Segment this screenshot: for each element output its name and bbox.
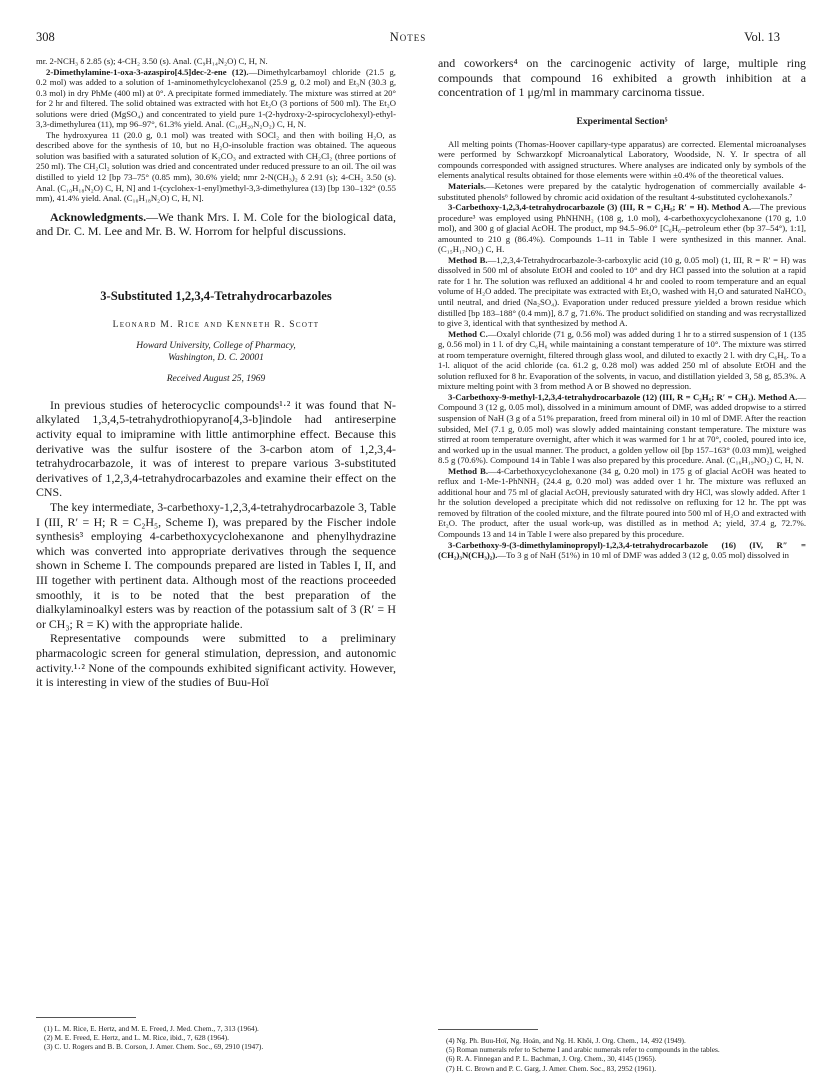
footnote-rule — [36, 1017, 136, 1018]
paragraph — [438, 392, 806, 466]
compound-heading: 3-Carbethoxy-1,2,3,4-tetrahydrocarbazole (3) (III, R = C₂H₅; R′ = H). Method A. — [448, 202, 752, 213]
paragraph — [438, 329, 806, 392]
paragraph — [438, 202, 806, 255]
compound-heading: 3-Carbethoxy-9-methyl-1,2,3,4-tetrahydrocarbazole (12) (III, R = C₂H₅; R′ = CH₃). Method A. — [448, 391, 798, 402]
running-head: Notes — [389, 30, 427, 44]
paragraph-text: —The previous procedure³ was employed using PhNHNH₂ (108 g, 1.0 mol), 4-carbethoxycyclohexanone (170 g, 1.0 mol), and 300 g of glacial AcOH. The product, mp 94.5–96.0° [C₆H₆–petroleum ether (bp 37–54°), 1:1], amounted to 210 g (86.4%). Compounds 1–11 in Table I were synthesized in this manner. Anal. (C₁₅H₁₇NO₂) C, H. — [438, 202, 806, 255]
footnote: (2) M. E. Freed, E. Hertz, and L. M. Rice, ibid., 7, 628 (1964). — [44, 1033, 229, 1043]
paragraph: The hydroxyurea 11 (20.0 g, 0.1 mol) was treated with SOCl₂ and then with boiling H₂O, as described above for the synthesis of 10, but no H₂O-insoluble fraction was obtained. The aqueous solution was basified with a saturated solution of K₂CO₃ and extracted with CH₂Cl₂ (three portions of 250 ml). The CH₂Cl₂ solution was dried and concentrated under reduced pressure to an oil. The oil was distilled to yield 12 [bp 73–75° (0.85 mm), 30.6% yield; nmr 2-N(CH₃)₂ δ 2.91 (s); 4-CH₂ 3.50 (s). Anal. (C₁₀H₁₈N₂O) C, H, N] and 1-(cyclohex-1-enyl)methyl-3,3-dimethylurea (13) [bp 130–132° (0.55 mm), 41.4% yield. Anal. (C₁₀H₁₈N₂O) C, H, N]. — [36, 129, 396, 204]
paragraph-text: —1,2,3,4-Tetrahydrocarbazole-3-carboxylic acid (10 g, 0.05 mol) (1, III, R = R′ = H) was dissolved in 500 ml of absolute EtOH and cooled to 10° and dry HCl passed into the solution at a rapid rate for 1 hr. The solution was refluxed an additional 4 hr and cooled to room temperature and an equal volume of H₂O added. The precipitate was extracted with Et₂O, washed with H₂O and saturated NaHCO₃ until neutral, and dried (Na₂SO₄). Evaporation under reduced pressure yielded a brown residue which distilled [bp 183–188° (0.4 mm)], 8.7 g, 71.6%. The product solidified on standing and was recrystallized to give 3, identical with that synthesized by method A. — [438, 254, 806, 329]
paragraph — [438, 255, 806, 329]
footnote: (6) R. A. Finnegan and P. L. Bachman, J. Org. Chem., 30, 4145 (1965). — [446, 1054, 657, 1064]
page-number: 308 — [36, 30, 55, 44]
paragraph — [438, 181, 806, 202]
acknowledgments — [36, 210, 396, 239]
right-footnotes — [438, 1015, 806, 1073]
article-title: 3-Substituted 1,2,3,4-Tetrahydrocarbazoles — [100, 288, 332, 303]
paragraph: mr. 2-NCH₃ δ 2.85 (s); 4-CH₂ 3.50 (s). Anal. (C₉H₁₄N₂O) C, H, N. — [36, 56, 268, 66]
footnote: (5) Roman numerals refer to Scheme I and arabic numerals refer to compounds in the tables. — [446, 1045, 720, 1055]
left-column — [36, 56, 396, 690]
footnote: (7) H. C. Brown and P. C. Garg, J. Amer. Chem. Soc., 83, 2952 (1961). — [446, 1063, 657, 1073]
method-heading: Method B. — [448, 465, 489, 476]
volume-label: Vol. 13 — [744, 30, 780, 44]
compound-heading: 2-Dimethylamine-1-oxa-3-azaspiro[4.5]dec-2-ene (12). — [46, 66, 249, 77]
paragraph — [438, 466, 806, 540]
paragraph-text: —Ketones were prepared by the catalytic hydrogenation of commercially available 4-substituted phenols⁶ followed by chromic acid oxidation of the resultant 4-substituted cyclohexanols.⁷ — [438, 180, 806, 202]
paragraph-text: —4-Carbethoxycyclohexanone (34 g, 0.20 mol) in 175 g of glacial AcOH was heated to reflux and 1-Me-1-PhNNH₂ (24.4 g, 0.20 mol) was added over 1 hr. The mixture was refluxed an additional hour and 75 ml of glacial AcOH, previously saturated with dry HCl, was slowly added. After 1 hr the solution developed a precipitate which did not redissolve on refluxing for 12 hr. The ppt was removed by filtration of the cooled mixture, and the filtrate poured into 500 ml of H₂O and extracted with Et₂O. The product, after the usual work-up, was distilled as in method A; yield, 37.4 g, 72.7%. Compounds 13 and 14 in Table I were also prepared by this procedure. — [438, 465, 807, 540]
right-column — [438, 56, 806, 561]
paragraph — [36, 67, 396, 130]
footnote: (4) Ng. Ph. Buu-Hoï, Ng. Hoán, and Ng. H. Khôi, J. Org. Chem., 14, 492 (1949). — [446, 1036, 686, 1045]
paragraph-text: —Compound 3 (12 g, 0.05 mol), dissolved in a minimum amount of DMF, was added dropwise to a stirred suspension of NaH (3 g of a 51% preparation, freed from mineral oil) in 10 ml of DMF. After the reaction subsided, MeI (7.1 g, 0.05 mol) was slowly added maintaining constant temperature. The mixture was stirred at room temperature overnight, after which it was warmed for 1 hr at 70°, cooled, poured into ice, and worked up in the usual manner. The product, a golden yellow oil [bp 157–163° (0.03 mm)], weighed 8.5 g (70.6%). Compound 14 in Table I was also prepared by this procedure. Anal. (C₁₆H₁₉NO₂) C, H, N. — [438, 391, 806, 466]
materials-heading: Materials. — [448, 180, 486, 191]
body-paragraph: In previous studies of heterocyclic compounds¹·² it was found that N-alkylated 1,3,4,5-tetrahydrothiopyrano[4,3-b]indole had antireserpine activity equal to imipramine with little antimorphine effect. Because this derivative was the sulfur isostere of the 3-carbon atom of 1,2,3,4-tetrahydrocarbazole, it was of interest to prepare various 3-substituted derivatives of 1,2,3,4-tetrahydrocarbazoles and examine their effect on the CNS. — [36, 397, 396, 500]
body-paragraph: The key intermediate, 3-carbethoxy-1,2,3,4-tetrahydrocarbazole 3, Table I (III, R′ = H; R = C₂H₅, Scheme I), was prepared by the Fischer indole synthesis³ employing 4-carbethoxycyclohexanone and phenylhydrazine which was converted into appropriate derivatives through the sequence shown in Scheme I. The compounds prepared are listed in Tables I, II, and III together with pertinent data. Although most of the reactions proceeded smoothly, it is to be noted that the best preparation of the dialkylaminoalkyl esters was by reaction of the potassium salt of 3 (R′ = H or CH₃; R = K) with the appropriate halide. — [36, 500, 396, 631]
compound-heading: 3-Carbethoxy-9-(3-dimethylaminopropyl)-1,2,3,4-tetrahydrocarbazole (16) (IV, R″ = (CH₂)₃N(CH₃)₂). — [438, 539, 806, 561]
paragraph-text: —Dimethylcarbamoyl chloride (21.5 g, 0.2 mol) was added to a solution of 1-aminomethylcyclohexanol (25.9 g, 0.2 mol) and Et₃N (30.3 g, 0.3 mol) in dry PhMe (400 ml) at 0°. A precipitate formed immediately. The mixture was stirred at 20° for 2 hr and filtered. The solid obtained was extracted with hot Et₂O (3 portions of 500 ml). The Et₂O solutions were dried (MgSO₄) and concentrated to yield pure 1-(2-hydroxy-2-spirocyclohexyl)-ethyl-3,3-dimethylurea (11), mp 96–97°, 61.3% yield. Anal. (C₁₀H₂₀N₂O₂) C, H, N. — [36, 66, 396, 130]
method-heading: Method B. — [448, 254, 488, 265]
ack-heading: Acknowledgments. — [50, 209, 147, 224]
authors: Leonard M. Rice and Kenneth R. Scott — [112, 319, 320, 330]
paragraph-text: —Oxalyl chloride (71 g, 0.56 mol) was added during 1 hr to a stirred suspension of 1 (135 g, 0.56 mol) in 1 l. of dry C₆H₆ while maintaining a constant temperature of 10°. The mixture was stirred at room temperature overnight, filtered through glass wool, and diluted to exactly 2 l. with dry C₆H₆. To a 1-l. aliquot of the acid chloride (ca. 61.2 g, 0.28 mol) was added 250 ml of absolute EtOH and the solution refluxed for 8 hr. Evaporation of the solvents, in vacuo, and distillation yielded 3, 58 g, 85.3%. A mixture melting point with 3 from method A or B showed no depression. — [438, 328, 807, 392]
paragraph-text: —To 3 g of NaH (51%) in 10 ml of DMF was added 3 (12 g, 0.05 mol) dissolved in — [497, 550, 790, 561]
affiliation-city: Washington, D. C. 20001 — [168, 352, 264, 363]
footnote: (1) L. M. Rice, E. Hertz, and M. E. Freed, J. Med. Chem., 7, 313 (1964). — [44, 1024, 259, 1033]
paragraph — [438, 540, 806, 561]
footnote: (3) C. U. Rogers and B. B. Corson, J. Amer. Chem. Soc., 69, 2910 (1947). — [44, 1042, 264, 1052]
page-header — [36, 30, 780, 48]
received-date: Received August 25, 1969 — [166, 373, 266, 384]
method-heading: Method C. — [448, 328, 488, 339]
affiliation: Howard University, College of Pharmacy, — [136, 340, 296, 351]
section-heading: Experimental Section⁵ — [576, 115, 668, 127]
paragraph: All melting points (Thomas-Hoover capillary-type apparatus) are corrected. Elemental microanalyses were performed by Schwarzkopf Microanalytical Laboratory, Woodside, N. Y. Ir spectra of all compounds corresponded with assigned structures. Where analyses are indicated only by symbols of the elements analytical results obtained for those elements were within ±0.4% of the theoretical values. — [438, 138, 806, 181]
ack-text: —We thank Mrs. I. M. Cole for the biological data, and Dr. C. M. Lee and Mr. B. W. Horrom for helpful discussions. — [36, 209, 396, 239]
left-footnotes — [36, 1003, 396, 1052]
body-paragraph: and coworkers⁴ on the carcinogenic activity of large, multiple ring compounds that compound 16 exhibited a growth inhibition at a concentration of 1 μg/ml in mammary carcinoma tissue. — [438, 56, 806, 100]
footnote-rule — [438, 1029, 538, 1030]
body-paragraph: Representative compounds were submitted to a preliminary pharmacologic screen for general stimulation, depression, and autonomic activity.¹·² None of the compounds exhibited significant activity. However, it is interesting in view of the studies of Buu-Hoï — [36, 631, 396, 690]
